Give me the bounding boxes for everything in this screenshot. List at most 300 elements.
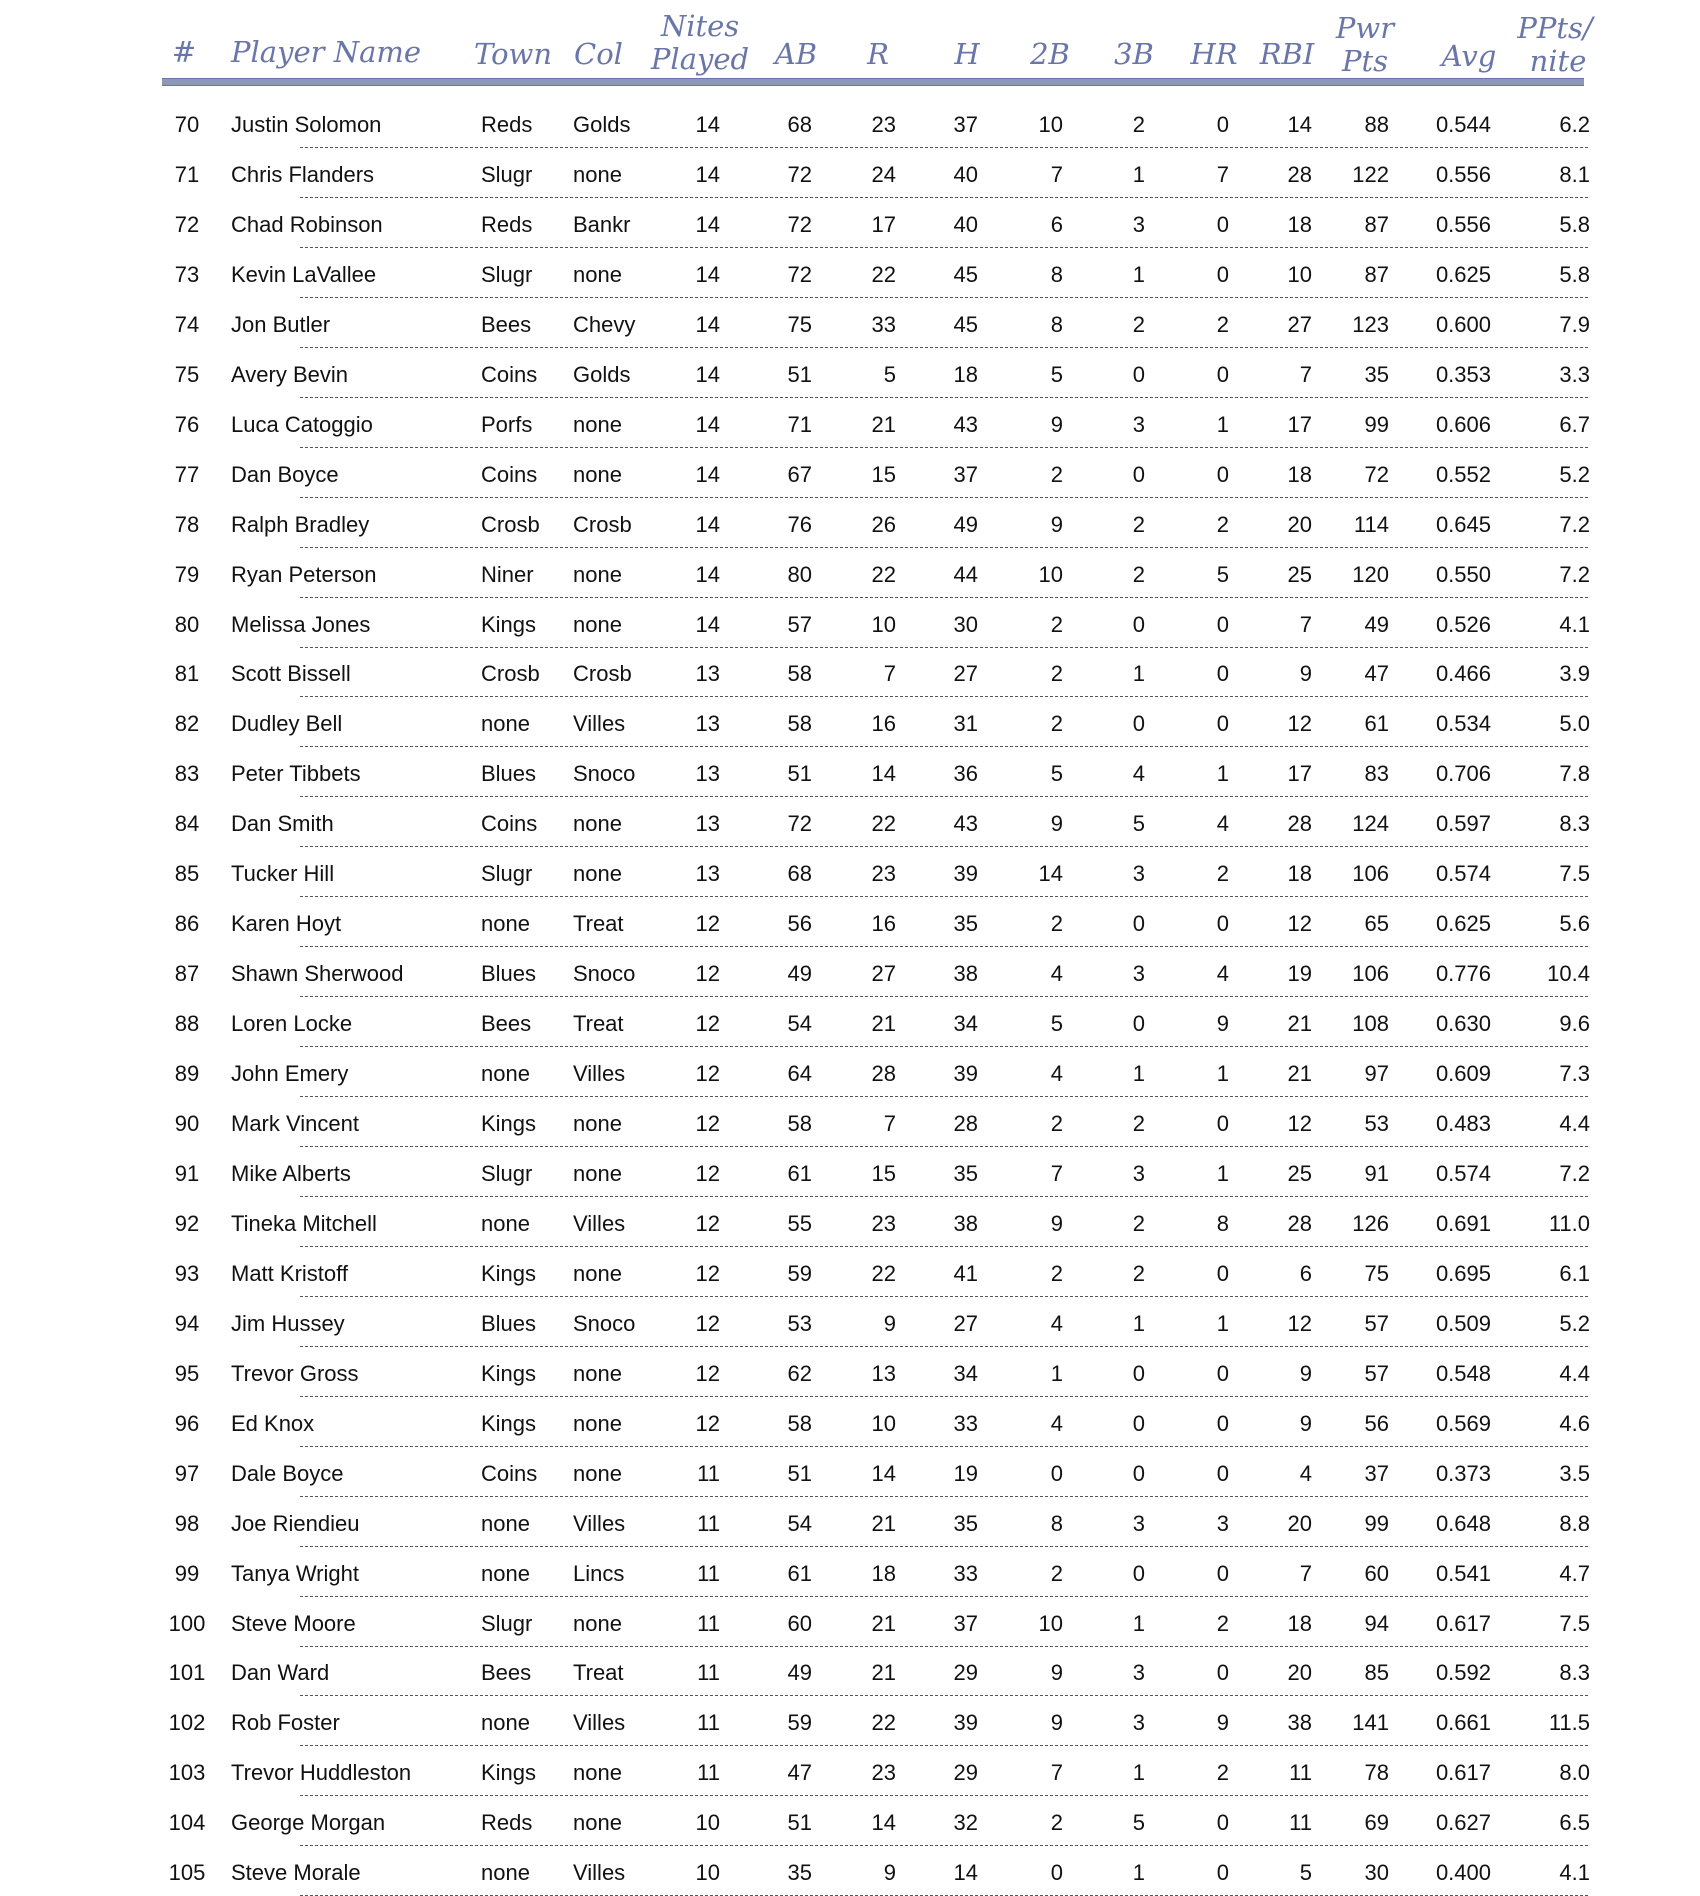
cell-2b: 4 [1050, 1411, 1063, 1436]
cell-avg: 0.526 [1435, 612, 1491, 637]
cell-r: 22 [871, 811, 896, 836]
cell-town: none [481, 911, 530, 936]
cell-r: 7 [883, 1111, 896, 1136]
cell-3b: 0 [1132, 711, 1145, 736]
cell-r: 15 [871, 1161, 896, 1186]
cell-3b: 3 [1132, 861, 1145, 886]
cell-r: 33 [871, 312, 896, 337]
cell-col: Villes [573, 1211, 626, 1236]
cell-h: 33 [953, 1561, 978, 1586]
table-row [0, 298, 1700, 348]
cell-hr: 1 [1216, 1311, 1229, 1336]
cell-ppts-per-nite: 9.6 [1559, 1011, 1590, 1036]
cell-avg: 0.648 [1435, 1511, 1491, 1536]
cell-ppts-per-nite: 7.2 [1559, 512, 1590, 537]
cell-avg: 0.548 [1435, 1361, 1491, 1386]
cell-name: Dan Ward [231, 1660, 330, 1685]
cell-h: 45 [953, 262, 978, 287]
cell-nites: 13 [695, 861, 720, 886]
cell-h: 38 [953, 961, 978, 986]
cell-2b: 14 [1038, 861, 1063, 886]
cell-ppts-per-nite: 7.2 [1559, 1161, 1590, 1186]
cell-ab: 61 [787, 1161, 812, 1186]
cell-nites: 11 [697, 1760, 720, 1785]
cell-h: 39 [953, 861, 978, 886]
cell-2b: 4 [1050, 1311, 1063, 1336]
cell-name: Joe Riendieu [231, 1511, 360, 1536]
cell-name: Scott Bissell [231, 661, 351, 686]
cell-2b: 5 [1050, 761, 1063, 786]
table-row [0, 947, 1700, 997]
cell-nites: 14 [695, 262, 720, 287]
cell-ab: 64 [787, 1061, 812, 1086]
cell-col: Villes [573, 1710, 626, 1735]
cell-ppts-per-nite: 6.5 [1559, 1810, 1590, 1835]
table-row [0, 1547, 1700, 1597]
cell-town: Kings [481, 1411, 537, 1436]
cell-ab: 72 [787, 162, 812, 187]
cell-h: 37 [953, 1611, 978, 1636]
cell-nites: 14 [695, 112, 720, 137]
cell-3b: 2 [1132, 312, 1145, 337]
cell-avg: 0.617 [1435, 1760, 1491, 1785]
cell-pwr-pts: 47 [1364, 661, 1389, 686]
cell-hr: 0 [1216, 1461, 1229, 1486]
cell-hr: 0 [1216, 911, 1229, 936]
cell-2b: 7 [1050, 1161, 1063, 1186]
cell-rbi: 12 [1287, 1311, 1312, 1336]
cell-2b: 7 [1050, 1760, 1063, 1785]
cell-nites: 11 [697, 1710, 720, 1735]
cell-avg: 0.625 [1435, 262, 1491, 287]
cell-2b: 2 [1050, 1261, 1063, 1286]
cell-r: 9 [883, 1860, 896, 1885]
cell-ab: 72 [787, 811, 812, 836]
cell-hr: 3 [1216, 1511, 1229, 1536]
cell-hr: 1 [1216, 1161, 1229, 1186]
cell-ab: 51 [787, 1810, 812, 1835]
cell-3b: 2 [1132, 112, 1145, 137]
cell-col: Treat [573, 1660, 624, 1685]
cell-num: 94 [174, 1311, 200, 1336]
cell-nites: 12 [695, 1111, 720, 1136]
cell-ab: 76 [787, 512, 812, 537]
header-nites-line1: Nites [660, 9, 740, 43]
cell-ppts-per-nite: 5.2 [1559, 1311, 1590, 1336]
table-row [0, 198, 1700, 248]
cell-name: George Morgan [231, 1810, 386, 1835]
cell-3b: 0 [1132, 1011, 1145, 1036]
cell-hr: 0 [1216, 661, 1229, 686]
cell-hr: 2 [1216, 1760, 1229, 1785]
cell-nites: 14 [695, 162, 720, 187]
cell-ab: 75 [787, 312, 812, 337]
table-row [0, 1597, 1700, 1647]
cell-ab: 57 [787, 612, 812, 637]
cell-ppts-per-nite: 4.7 [1559, 1561, 1590, 1586]
cell-3b: 1 [1132, 262, 1145, 287]
cell-h: 40 [953, 212, 978, 237]
cell-avg: 0.597 [1435, 811, 1491, 836]
cell-town: none [481, 1511, 530, 1536]
cell-r: 23 [871, 112, 896, 137]
header-pwr-line2: Pts [1341, 44, 1389, 78]
cell-ab: 72 [787, 212, 812, 237]
cell-ab: 68 [787, 861, 812, 886]
cell-ab: 51 [787, 362, 812, 387]
cell-hr: 0 [1216, 262, 1229, 287]
cell-3b: 1 [1132, 1061, 1145, 1086]
cell-2b: 8 [1050, 312, 1063, 337]
cell-num: 84 [174, 811, 200, 836]
table-row [0, 1047, 1700, 1097]
cell-ppts-per-nite: 8.8 [1559, 1511, 1590, 1536]
cell-ab: 51 [787, 1461, 812, 1486]
cell-hr: 1 [1216, 412, 1229, 437]
cell-num: 79 [174, 562, 200, 587]
cell-rbi: 12 [1287, 911, 1312, 936]
cell-col: none [573, 462, 622, 487]
cell-3b: 2 [1132, 1111, 1145, 1136]
cell-name: Steve Morale [231, 1860, 361, 1885]
cell-rbi: 4 [1299, 1461, 1312, 1486]
cell-nites: 12 [695, 1411, 720, 1436]
cell-name: Avery Bevin [231, 362, 348, 387]
cell-h: 35 [953, 911, 978, 936]
cell-r: 17 [871, 212, 896, 237]
cell-num: 100 [168, 1611, 206, 1636]
cell-num: 99 [174, 1561, 200, 1586]
cell-nites: 12 [695, 1011, 720, 1036]
cell-rbi: 7 [1299, 362, 1312, 387]
cell-col: Snoco [573, 761, 636, 786]
cell-2b: 9 [1050, 1660, 1063, 1685]
cell-ab: 58 [787, 1111, 812, 1136]
cell-3b: 0 [1132, 1361, 1145, 1386]
cell-ppts-per-nite: 4.4 [1559, 1111, 1590, 1136]
cell-town: Kings [481, 1261, 537, 1286]
cell-3b: 1 [1132, 1311, 1145, 1336]
cell-rbi: 5 [1299, 1860, 1312, 1885]
table-row [0, 1397, 1700, 1447]
cell-h: 14 [953, 1860, 978, 1885]
cell-2b: 2 [1050, 462, 1063, 487]
cell-name: Trevor Gross [231, 1361, 359, 1386]
cell-h: 28 [953, 1111, 978, 1136]
cell-rbi: 11 [1289, 1760, 1312, 1785]
cell-name: Mark Vincent [231, 1111, 359, 1136]
cell-nites: 11 [697, 1660, 720, 1685]
cell-town: Slugr [481, 162, 533, 187]
cell-num: 104 [168, 1810, 206, 1835]
cell-town: Slugr [481, 1161, 533, 1186]
cell-col: none [573, 412, 622, 437]
cell-r: 22 [871, 1710, 896, 1735]
cell-rbi: 10 [1287, 262, 1312, 287]
cell-h: 34 [953, 1361, 978, 1386]
cell-hr: 9 [1216, 1710, 1229, 1735]
cell-rbi: 20 [1287, 1511, 1312, 1536]
cell-ppts-per-nite: 11.0 [1548, 1211, 1590, 1236]
cell-num: 72 [174, 212, 200, 237]
cell-num: 82 [174, 711, 200, 736]
cell-name: Tineka Mitchell [231, 1211, 377, 1236]
cell-nites: 12 [695, 1361, 720, 1386]
cell-pwr-pts: 88 [1364, 112, 1389, 137]
cell-rbi: 28 [1287, 162, 1312, 187]
cell-rbi: 28 [1287, 1211, 1312, 1236]
cell-avg: 0.609 [1435, 1061, 1491, 1086]
cell-ab: 72 [787, 262, 812, 287]
cell-pwr-pts: 99 [1364, 1511, 1389, 1536]
cell-avg: 0.574 [1435, 1161, 1491, 1186]
cell-2b: 10 [1038, 112, 1063, 137]
cell-nites: 12 [695, 1211, 720, 1236]
cell-col: Villes [573, 1061, 626, 1086]
cell-rbi: 25 [1287, 562, 1312, 587]
header-h: H [954, 37, 980, 71]
cell-ab: 47 [787, 1760, 812, 1785]
cell-pwr-pts: 61 [1364, 711, 1389, 736]
cell-hr: 0 [1216, 462, 1229, 487]
cell-h: 45 [953, 312, 978, 337]
cell-rbi: 12 [1287, 1111, 1312, 1136]
cell-rbi: 18 [1287, 861, 1312, 886]
cell-hr: 0 [1216, 112, 1229, 137]
cell-ab: 60 [787, 1611, 812, 1636]
table-row [0, 697, 1700, 747]
cell-hr: 0 [1216, 1111, 1229, 1136]
cell-ab: 59 [787, 1710, 812, 1735]
header-ab: AB [774, 37, 818, 71]
cell-ppts-per-nite: 6.1 [1559, 1261, 1590, 1286]
cell-num: 97 [174, 1461, 200, 1486]
cell-nites: 13 [695, 761, 720, 786]
cell-ab: 35 [787, 1860, 812, 1885]
table-row [0, 747, 1700, 797]
table-row [0, 548, 1700, 598]
cell-rbi: 7 [1299, 612, 1312, 637]
cell-r: 21 [871, 412, 896, 437]
cell-3b: 1 [1132, 1760, 1145, 1785]
cell-ab: 59 [787, 1261, 812, 1286]
cell-nites: 12 [695, 1261, 720, 1286]
header-town: Town [474, 37, 553, 71]
cell-nites: 10 [695, 1810, 720, 1835]
cell-r: 21 [871, 1511, 896, 1536]
cell-town: Blues [481, 1311, 537, 1336]
cell-rbi: 14 [1287, 112, 1312, 137]
cell-hr: 1 [1216, 761, 1229, 786]
cell-ab: 49 [787, 1660, 812, 1685]
cell-r: 23 [871, 1211, 896, 1236]
cell-num: 101 [168, 1660, 206, 1685]
cell-town: Reds [481, 212, 533, 237]
cell-2b: 7 [1050, 162, 1063, 187]
cell-r: 14 [871, 761, 896, 786]
cell-pwr-pts: 87 [1364, 262, 1389, 287]
cell-2b: 2 [1050, 1561, 1063, 1586]
cell-pwr-pts: 87 [1364, 212, 1389, 237]
cell-r: 21 [871, 1660, 896, 1685]
cell-avg: 0.617 [1435, 1611, 1491, 1636]
cell-town: none [481, 1710, 530, 1735]
cell-nites: 12 [695, 911, 720, 936]
cell-pwr-pts: 78 [1364, 1760, 1389, 1785]
table-row [0, 1297, 1700, 1347]
cell-ppts-per-nite: 7.3 [1559, 1061, 1590, 1086]
cell-name: Tanya Wright [231, 1561, 359, 1586]
header-player-name: Player Name [231, 35, 422, 69]
cell-r: 28 [871, 1061, 896, 1086]
cell-town: Reds [481, 112, 533, 137]
cell-avg: 0.569 [1435, 1411, 1491, 1436]
table-row [0, 1646, 1700, 1696]
cell-name: Trevor Huddleston [231, 1760, 412, 1785]
cell-hr: 1 [1216, 1061, 1229, 1086]
cell-h: 44 [953, 562, 978, 587]
cell-ab: 58 [787, 661, 812, 686]
cell-nites: 14 [695, 512, 720, 537]
cell-num: 92 [174, 1211, 200, 1236]
cell-ab: 67 [787, 462, 812, 487]
cell-ab: 68 [787, 112, 812, 137]
cell-name: Loren Locke [231, 1011, 353, 1036]
table-row [0, 1846, 1700, 1896]
cell-2b: 0 [1050, 1860, 1063, 1885]
table-row [0, 1247, 1700, 1297]
cell-nites: 14 [695, 412, 720, 437]
cell-ppts-per-nite: 5.8 [1559, 262, 1590, 287]
cell-rbi: 38 [1287, 1710, 1312, 1735]
cell-h: 37 [953, 112, 978, 137]
cell-town: none [481, 711, 530, 736]
cell-name: Tucker Hill [231, 861, 335, 886]
table-row [0, 1147, 1700, 1197]
cell-name: Dan Boyce [231, 462, 339, 487]
cell-hr: 2 [1216, 861, 1229, 886]
header-col: Col [574, 37, 623, 71]
table-row [0, 647, 1700, 697]
header-ppts-line2: nite [1529, 44, 1587, 78]
cell-avg: 0.606 [1435, 412, 1491, 437]
cell-2b: 2 [1050, 661, 1063, 686]
cell-town: Bees [481, 1660, 532, 1685]
cell-name: Dale Boyce [231, 1461, 344, 1486]
cell-nites: 14 [695, 312, 720, 337]
cell-name: Karen Hoyt [231, 911, 342, 936]
cell-h: 39 [953, 1061, 978, 1086]
cell-2b: 2 [1050, 711, 1063, 736]
cell-name: Dan Smith [231, 811, 334, 836]
cell-h: 19 [953, 1461, 978, 1486]
cell-h: 38 [953, 1211, 978, 1236]
table-row [0, 1796, 1700, 1846]
cell-nites: 13 [695, 661, 720, 686]
cell-num: 96 [174, 1411, 200, 1436]
cell-col: none [573, 1161, 622, 1186]
cell-3b: 0 [1132, 462, 1145, 487]
cell-h: 41 [953, 1261, 978, 1286]
cell-town: none [481, 1061, 530, 1086]
cell-nites: 10 [695, 1860, 720, 1885]
cell-ppts-per-nite: 7.2 [1559, 562, 1590, 587]
cell-town: Coins [481, 811, 538, 836]
cell-col: Snoco [573, 1311, 636, 1336]
cell-pwr-pts: 108 [1352, 1011, 1389, 1036]
table-row [0, 98, 1700, 148]
cell-3b: 3 [1132, 412, 1145, 437]
cell-3b: 0 [1132, 1561, 1145, 1586]
table-row [0, 398, 1700, 448]
cell-ab: 51 [787, 761, 812, 786]
cell-pwr-pts: 91 [1364, 1161, 1389, 1186]
cell-ab: 56 [787, 911, 812, 936]
cell-r: 16 [871, 911, 896, 936]
cell-r: 22 [871, 262, 896, 287]
cell-rbi: 19 [1287, 961, 1312, 986]
cell-pwr-pts: 65 [1364, 911, 1389, 936]
cell-ppts-per-nite: 7.9 [1559, 312, 1590, 337]
cell-hr: 0 [1216, 711, 1229, 736]
cell-nites: 11 [697, 1461, 720, 1486]
cell-col: none [573, 1760, 622, 1785]
cell-nites: 12 [695, 1311, 720, 1336]
cell-name: Justin Solomon [231, 112, 382, 137]
cell-nites: 14 [695, 362, 720, 387]
cell-num: 89 [174, 1061, 200, 1086]
cell-name: Chris Flanders [231, 162, 375, 187]
cell-ppts-per-nite: 3.9 [1559, 661, 1590, 686]
cell-r: 21 [871, 1011, 896, 1036]
cell-avg: 0.550 [1435, 562, 1491, 587]
cell-town: Crosb [481, 512, 540, 537]
cell-avg: 0.509 [1435, 1311, 1491, 1336]
cell-2b: 4 [1050, 1061, 1063, 1086]
cell-hr: 2 [1216, 512, 1229, 537]
cell-hr: 4 [1216, 811, 1229, 836]
cell-town: Slugr [481, 262, 533, 287]
cell-r: 10 [871, 612, 896, 637]
cell-r: 24 [871, 162, 896, 187]
cell-rbi: 9 [1299, 1361, 1312, 1386]
cell-ppts-per-nite: 7.8 [1559, 761, 1590, 786]
cell-col: Crosb [573, 512, 632, 537]
cell-num: 76 [174, 412, 200, 437]
cell-name: Rob Foster [231, 1710, 340, 1735]
cell-hr: 0 [1216, 612, 1229, 637]
cell-rbi: 9 [1299, 1411, 1312, 1436]
cell-avg: 0.592 [1435, 1660, 1491, 1685]
header-rbi: RBI [1259, 37, 1315, 71]
cell-h: 18 [953, 362, 978, 387]
cell-r: 21 [871, 1611, 896, 1636]
cell-hr: 4 [1216, 961, 1229, 986]
cell-pwr-pts: 30 [1364, 1860, 1389, 1885]
cell-pwr-pts: 106 [1352, 861, 1389, 886]
cell-avg: 0.544 [1435, 112, 1491, 137]
cell-3b: 3 [1132, 1710, 1145, 1735]
cell-r: 10 [871, 1411, 896, 1436]
cell-rbi: 17 [1287, 761, 1312, 786]
cell-h: 32 [953, 1810, 978, 1835]
cell-r: 9 [883, 1311, 896, 1336]
cell-town: Coins [481, 1461, 538, 1486]
cell-rbi: 11 [1289, 1810, 1312, 1835]
table-row [0, 1097, 1700, 1147]
cell-town: Blues [481, 761, 537, 786]
cell-town: Porfs [481, 412, 533, 437]
